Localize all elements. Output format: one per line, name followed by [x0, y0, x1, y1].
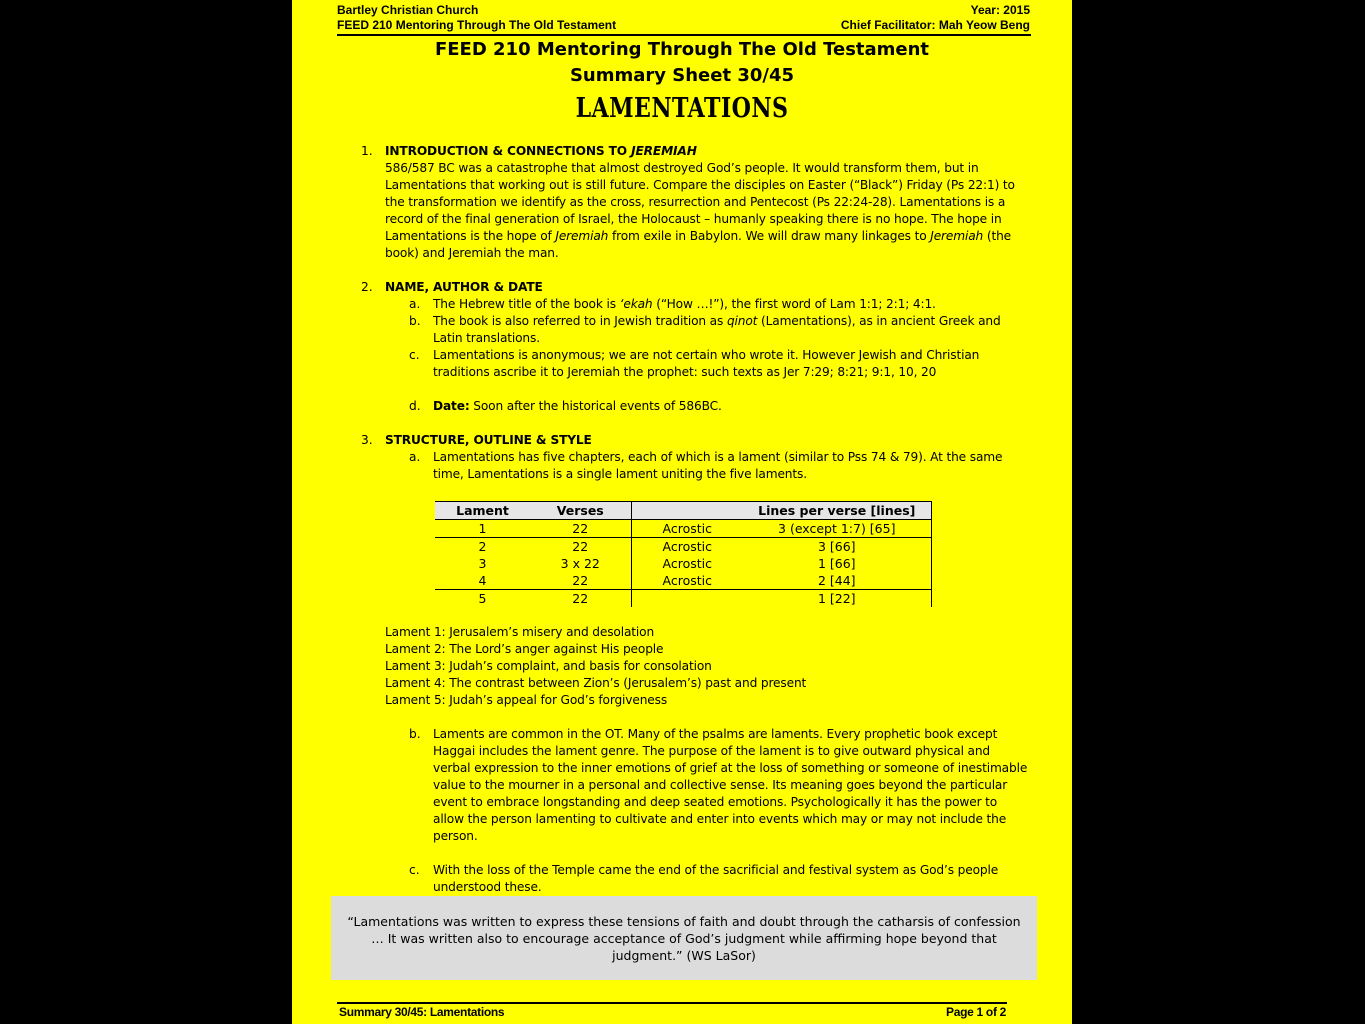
- cell-lines: 1 [66]: [743, 555, 931, 572]
- section-2-b-letter: b.: [409, 314, 421, 328]
- section-1-heading-italic: JEREMIAH: [631, 144, 697, 158]
- quote-box: “Lamentations was written to express these tensions of faith and doubt through the catharsis of confession … It was written also to encourage acceptance of God’s judgment while affirming hope beyond that judgment.” (WS LaSor): [331, 896, 1037, 980]
- section-2-d-letter: d.: [409, 399, 421, 413]
- table-row: [435, 555, 931, 572]
- list-item: Lament 3: Judah’s complaint, and basis for consolation: [385, 659, 712, 673]
- section-2-a-letter: a.: [409, 297, 421, 311]
- list-item: Lament 4: The contrast between Zion’s (Jerusalem’s) past and present: [385, 676, 807, 690]
- table-row: [435, 520, 931, 538]
- col-verses-header: Verses: [530, 502, 631, 520]
- section-2-b-text-1: The book is also referred to in Jewish tradition as: [433, 314, 727, 328]
- section-1-italic-2: Jeremiah: [930, 229, 984, 243]
- cell-form: Acrostic: [662, 539, 712, 554]
- cell-verses: 22: [530, 520, 631, 538]
- section-2-a-text: [433, 296, 1033, 313]
- page-number: Page 1 of 2: [946, 1005, 1007, 1019]
- cell-lament: 2: [478, 539, 487, 554]
- cell-lines: 3 (except 1:7) [65]: [743, 520, 931, 538]
- section-1-number: 1.: [361, 144, 373, 158]
- footer-rule: [337, 1002, 1007, 1004]
- section-3-a-letter: a.: [409, 450, 421, 464]
- section-2-a-text-1: The Hebrew title of the book is: [433, 297, 620, 311]
- document-page: [292, 0, 1072, 1024]
- cell-verses: 22: [530, 572, 631, 590]
- table-row: [435, 572, 931, 590]
- cell-lament: 1: [478, 521, 487, 536]
- section-1-italic-1: Jeremiah: [555, 229, 609, 243]
- section-3-b-letter: b.: [409, 727, 421, 741]
- table-header-row: [435, 502, 931, 520]
- table-row: [435, 538, 931, 556]
- section-2-a-italic: ‘ekah: [619, 297, 653, 311]
- list-item: Lament 1: Jerusalem’s misery and desolation: [385, 625, 655, 639]
- section-1-paragraph: [385, 160, 1025, 262]
- section-2-number: 2.: [361, 280, 373, 294]
- table-row: [435, 590, 931, 608]
- section-1-heading: [385, 143, 697, 160]
- list-item: Lament 5: Judah’s appeal for God’s forgiveness: [385, 693, 668, 707]
- section-1-text-2: from exile in Babylon. We will draw many linkages to: [608, 229, 931, 243]
- cell-lament: 4: [478, 573, 487, 588]
- cell-form: Acrostic: [662, 521, 712, 536]
- cell-lines: 1 [22]: [743, 590, 931, 608]
- col-lament-header: Lament: [456, 503, 509, 518]
- section-1-text-3: (the book) and Jeremiah the man.: [385, 229, 1012, 260]
- footer-summary: Summary 30/45: Lamentations: [339, 1005, 505, 1019]
- cell-lament: 3: [478, 556, 487, 571]
- section-2-c-letter: c.: [409, 348, 420, 362]
- section-2-a-text-2: (“How …!”), the first word of Lam 1:1; 2:1; 4:1.: [652, 297, 936, 311]
- section-2-c-text: Lamentations is anonymous; we are not certain who wrote it. However Jewish and Christian traditions ascribe it to Jeremiah the prophet: such texts as Jer 7:29; 8:21; 9:1, 10, 20: [433, 348, 980, 379]
- section-2-d-bold: Date:: [433, 399, 470, 413]
- section-1-text-1: 586/587 BC was a catastrophe that almost destroyed God’s people. It would transform them, but in Lamentations that working out is still future. Compare the disciples on Easter (“Black”) Friday (Ps 22:1) to the transformation we identify as the cross, resurrection and Pentecost (Ps 22:24-28). Lamentations is a record of the final generation of Israel, the Holocaust – humanly speaking there is no hope. The hope in Lamentations is the hope of: [385, 161, 1015, 243]
- section-3-c-letter: c.: [409, 863, 420, 877]
- section-3-c-text: With the loss of the Temple came the end of the sacrificial and festival system as God’s people understood these.: [433, 863, 999, 894]
- cell-verses: 22: [530, 590, 631, 608]
- col-form-header: [631, 502, 743, 520]
- cell-form: Acrostic: [662, 573, 712, 588]
- church-name: Bartley Christian Church: [337, 3, 479, 17]
- lament-outline-list: [385, 624, 806, 709]
- lament-table: [435, 501, 932, 607]
- cell-form: [631, 590, 743, 608]
- cell-lines: 3 [66]: [743, 538, 931, 556]
- section-2-heading: NAME, AUTHOR & DATE: [385, 280, 543, 294]
- cell-verses: 3 x 22: [530, 555, 631, 572]
- cell-lament: 5: [478, 591, 487, 606]
- doc-subtitle: Summary Sheet 30/45: [569, 65, 795, 86]
- cell-verses: 22: [530, 538, 631, 556]
- cell-form: Acrostic: [662, 556, 712, 571]
- year-label: Year: 2015: [970, 3, 1030, 17]
- section-3-b-text: Laments are common in the OT. Many of the psalms are laments. Every prophetic book except Haggai includes the lament genre. The purpose of the lament is to give outward physical and verbal expression to the inner emotions of grief at the loss of something or someone of inestimable value to the mourner in a personal and collective sense. Its meaning goes beyond the particular event to embrace longstanding and deep seated emotions. Psychologically it has the power to allow the person lamenting to cultivate and enter into events which may or may not include the person.: [433, 727, 1028, 843]
- section-3-number: 3.: [361, 433, 373, 447]
- col-lines-header: Lines per verse [lines]: [743, 502, 931, 520]
- book-title: LAMENTATIONS: [575, 93, 789, 124]
- section-2-b-text: [433, 313, 1027, 347]
- facilitator-label: Chief Facilitator: Mah Yeow Beng: [840, 18, 1030, 32]
- section-3-heading: STRUCTURE, OUTLINE & STYLE: [385, 433, 592, 447]
- section-2-d-body: Soon after the historical events of 586BC.: [469, 399, 722, 413]
- section-2-b-text-2: (Lamentations), as in ancient Greek and Latin translations.: [433, 314, 1001, 345]
- header-rule: [337, 34, 1031, 36]
- section-1-heading-text: INTRODUCTION & CONNECTIONS TO: [385, 144, 632, 158]
- section-2-d-text: [433, 398, 1027, 415]
- cell-lines: 2 [44]: [743, 572, 931, 590]
- section-2-b-italic: qinot: [726, 314, 758, 328]
- section-3-a-text: Lamentations has five chapters, each of which is a lament (similar to Pss 74 & 79). At the same time, Lamentations is a single lament uniting the five laments.: [433, 450, 1003, 481]
- course-name: FEED 210 Mentoring Through The Old Testament: [337, 18, 617, 32]
- list-item: Lament 2: The Lord’s anger against His people: [385, 642, 664, 656]
- doc-title: FEED 210 Mentoring Through The Old Testament: [434, 39, 930, 60]
